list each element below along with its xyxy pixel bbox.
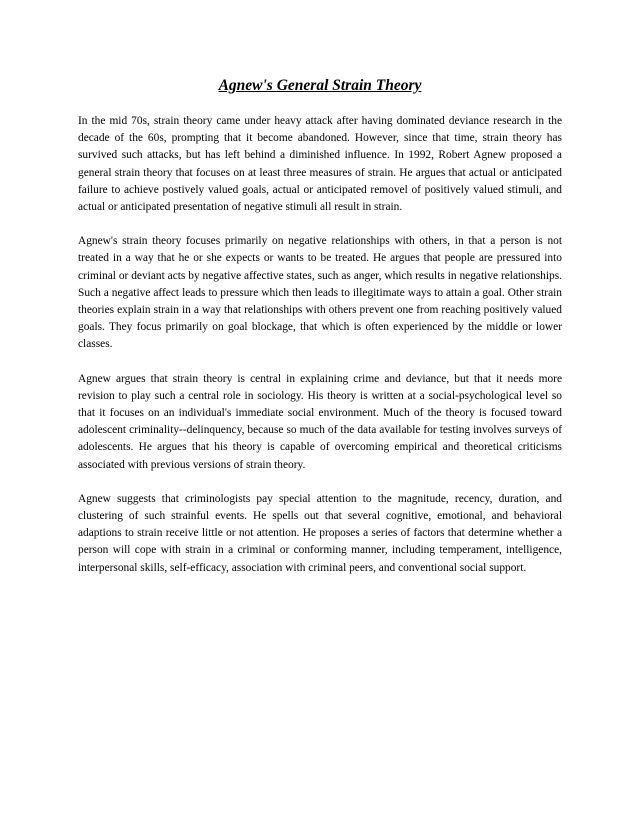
paragraph-3: Agnew argues that strain theory is central in explaining crime and deviance, but that it needs more revision to play such a central role in sociology. His theory is written at a social-psychological level so that it focuses on an individual's immediate social environment. Much of the theory is focused toward adolescent criminality--delinquency, because so much of the data available for testing involves surveys of adolescents. He argues that his theory is capable of overcoming empirical and theoretical criticisms associated with previous versions of strain theory. bbox=[78, 372, 562, 471]
paragraph-4: Agnew suggests that criminologists pay special attention to the magnitude, recency, duration, and clustering of such strainful events. He spells out that several cognitive, emotional, and behavioral adaptions to strain receive little or not attention. He proposes a series of factors that determine whether a person will cope with strain in a criminal or conforming manner, including temperament, intelligence, interpersonal skills, self-efficacy, association with criminal peers, and conventional social support. bbox=[78, 492, 562, 574]
document-title: Agnew's General Strain Theory bbox=[218, 77, 422, 94]
paragraph-1: In the mid 70s, strain theory came under heavy attack after having dominated deviance research in the decade of the 60s, prompting that it become abandoned. However, since that time, strain theory has survived such attacks, but has left behind a diminished influence. In 1992, Robert Agnew proposed a general strain theory that focuses on at least three measures of strain. He argues that actual or anticipated failure to achieve postively valued goals, actual or anticipated removel of positively valued stimuli, and actual or anticipated presentation of negative stimuli all result in strain. bbox=[78, 115, 562, 214]
paragraph-2: Agnew's strain theory focuses primarily on negative relationships with others, in that a person is not treated in a way that he or she expects or wants to be treated. He argues that people are pressured into criminal or deviant acts by negative affective states, such as anger, which results in negative relationships. Such a negative affect leads to pressure which then leads to illegitimate ways to attain a goal. Other strain theories explain strain in a way that relationships with others prevent one from reaching positively valued goals. They focus primarily on goal blockage, that which is often experienced by the middle or lower classes. bbox=[78, 235, 562, 351]
document-body bbox=[78, 76, 562, 594]
